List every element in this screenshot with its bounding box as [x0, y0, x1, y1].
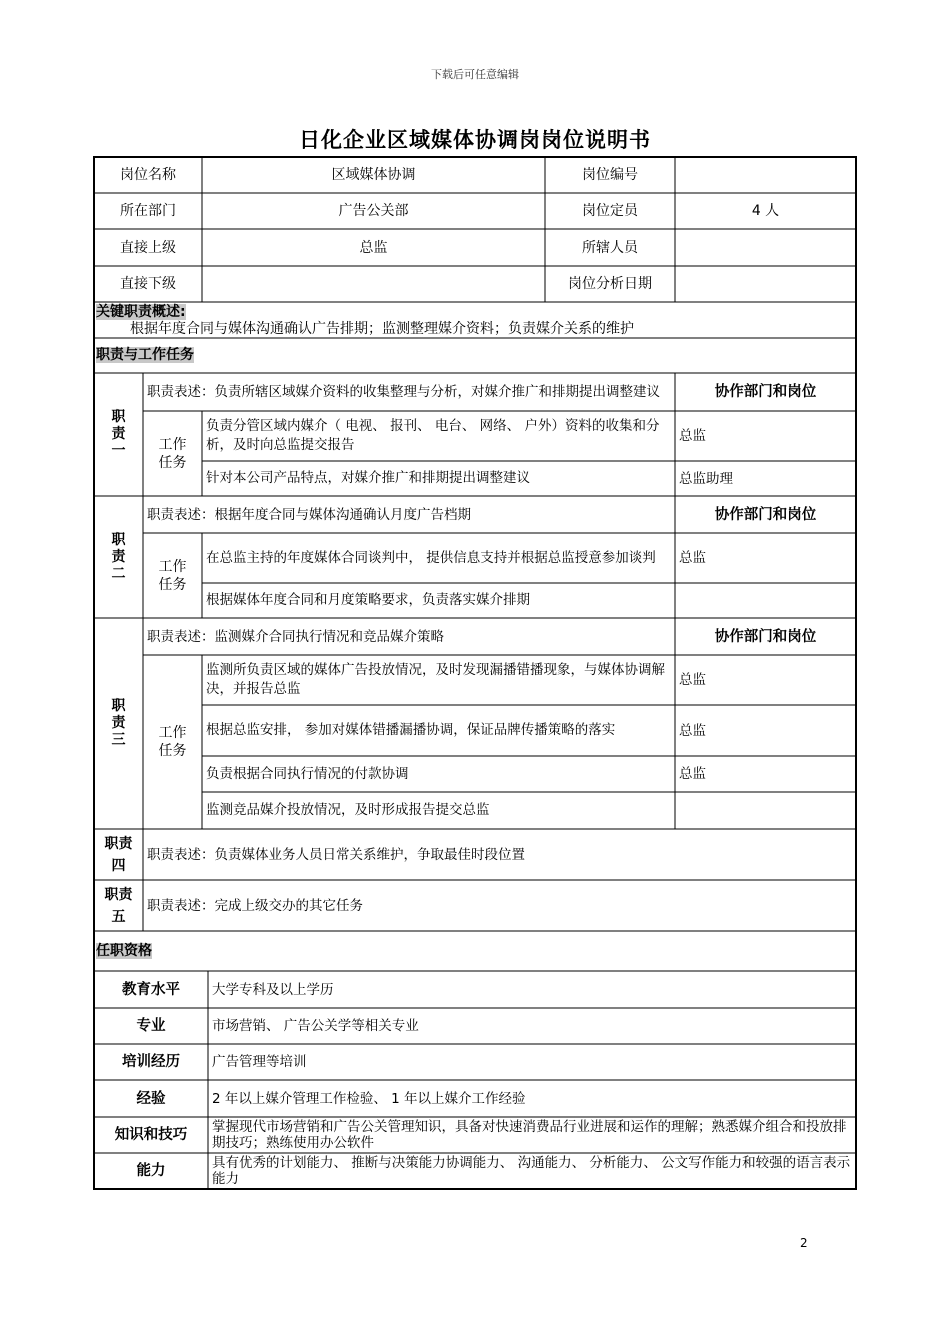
duty-4-description: 职责表述：负责媒体业务人员日常关系维护，争取最佳时段位置: [147, 846, 525, 863]
duty-3-task-1: 监测所负责区域的媒体广告投放情况，及时发现漏播错播现象，与媒体协调解决，并报告总监: [206, 662, 665, 697]
duty-2-task-1: 在总监主持的年度媒体合同谈判中， 提供信息支持并根据总监授意参加谈判: [206, 549, 656, 566]
major-label: 专业: [136, 1018, 166, 1034]
ability-label: 能力: [136, 1163, 166, 1179]
duty-3-description: 职责表述：监测媒介合同执行情况和竞品媒介策略: [147, 628, 444, 645]
major-value: 市场营销、 广告公关学等相关专业: [212, 1018, 419, 1034]
duty-1-task-1-collab: 总监: [679, 428, 706, 444]
key-duties-text: 根据年度合同与媒体沟通确认广告排期；监测整理媒介资料；负责媒介关系的维护: [130, 321, 634, 337]
superior-label: 直接上级: [120, 239, 176, 256]
duty-5-description: 职责表述：完成上级交办的其它任务: [147, 897, 363, 914]
duty-1-collab-header: 协作部门和岗位: [714, 384, 817, 400]
training-label: 培训经历: [122, 1054, 180, 1070]
duty-1-task-2-collab: 总监助理: [679, 470, 733, 487]
duties-heading: 职责与工作任务: [96, 347, 194, 363]
duty-1-task-2: 针对本公司产品特点，对媒介推广和排期提出调整建议: [206, 470, 530, 486]
experience-label: 经验: [136, 1090, 166, 1107]
qualifications-heading: 任职资格: [96, 943, 152, 959]
duty-3-task-3-collab: 总监: [679, 766, 706, 782]
position-name-label: 岗位名称: [120, 167, 176, 183]
duty-2-task-1-collab: 总监: [679, 550, 706, 566]
staff-label: 所辖人员: [582, 239, 638, 256]
duty-1-label: 职 责 一: [111, 409, 126, 459]
position-code-value: [675, 157, 856, 193]
duty-2-description: 职责表述：根据年度合同与媒体沟通确认月度广告档期: [147, 506, 471, 523]
analysis-date-value: [675, 266, 856, 302]
department-value: 广告公关部: [338, 203, 409, 219]
department-label: 所在部门: [120, 203, 176, 219]
duty-5-label: 职责 五: [104, 886, 133, 925]
document-title: 日化企业区域媒体协调岗岗位说明书: [299, 128, 651, 152]
staff-value: [675, 229, 856, 266]
education-value: 大学专科及以上学历: [212, 981, 334, 998]
duty-3-task-3: 负责根据合同执行情况的付款协调: [206, 765, 409, 782]
key-duties-heading: 关键职责概述:: [96, 304, 186, 320]
duty-2-task-2-collab: [675, 583, 856, 618]
position-name-value: 区域媒体协调: [331, 167, 416, 183]
duty-4-label: 职责 四: [104, 835, 133, 874]
headcount-value: 4 人: [751, 203, 780, 219]
duty-2-collab-header: 协作部门和岗位: [714, 506, 817, 523]
duty-3-task-1-collab: 总监: [679, 672, 706, 688]
knowledge-skills-label: 知识和技巧: [114, 1127, 188, 1143]
header-note: 下载后可任意编辑: [431, 68, 519, 81]
duty-3-task-label: 工作 任务: [158, 725, 187, 759]
duty-3-task-2-collab: 总监: [679, 722, 706, 739]
ability-value: 具有优秀的计划能力、 推断与决策能力协调能力、 沟通能力、 分析能力、 公文写作能力和较强的语言表示能力: [212, 1155, 851, 1187]
subordinate-label: 直接下级: [120, 276, 176, 292]
duty-3-collab-header: 协作部门和岗位: [714, 628, 817, 645]
duty-1-description: 职责表述：负责所辖区域媒介资料的收集整理与分析，对媒介推广和排期提出调整建议: [147, 384, 660, 400]
duty-2-task-2: 根据媒体年度合同和月度策略要求，负责落实媒介排期: [206, 592, 530, 608]
duty-2-label: 职 责 二: [111, 531, 126, 582]
analysis-date-label: 岗位分析日期: [568, 276, 652, 292]
duty-3-task-2: 根据总监安排， 参加对媒体错播漏播协调，保证品牌传播策略的落实: [206, 722, 616, 738]
duty-2-task-label: 工作 任务: [158, 558, 187, 593]
headcount-label: 岗位定员: [582, 203, 638, 219]
superior-value: 总监: [359, 239, 388, 256]
subordinate-value: [202, 266, 545, 302]
education-label: 教育水平: [122, 981, 180, 998]
duty-1-task-1: 负责分管区域内媒介（ 电视、 报刊、 电台、 网络、 户外）资料的收集和分析，及时向总监提交报告: [206, 418, 660, 453]
duty-3-label: 职 责 三: [111, 698, 126, 748]
duty-1-task-label: 工作 任务: [158, 436, 187, 471]
position-code-label: 岗位编号: [582, 167, 638, 183]
duty-3-task-4-collab: [675, 792, 856, 829]
duty-3-task-4: 监测竞品媒介投放情况，及时形成报告提交总监: [206, 802, 490, 818]
page-number: 2: [800, 1236, 808, 1250]
knowledge-skills-value: 掌握现代市场营销和广告公关管理知识，具备对快速消费品行业进展和运作的理解；熟悉媒介组合和投放排期技巧；熟练使用办公软件: [212, 1119, 847, 1151]
training-value: 广告管理等培训: [212, 1054, 307, 1070]
experience-value: 2 年以上媒介管理工作检验、 1 年以上媒介工作经验: [212, 1090, 526, 1107]
